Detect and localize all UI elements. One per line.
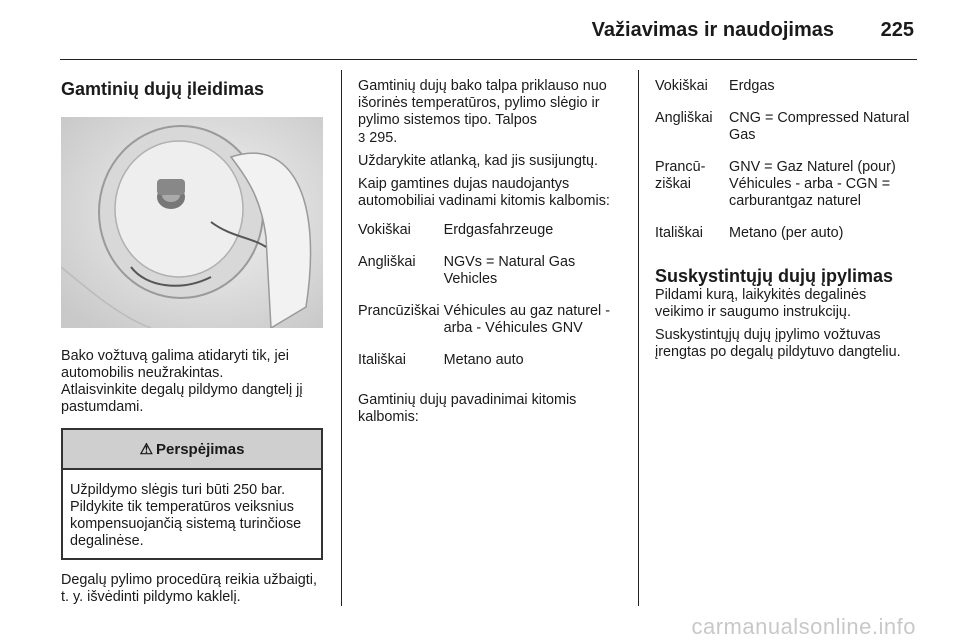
- language-cell: Vokiškai: [358, 222, 411, 238]
- column-2: [358, 78, 620, 432]
- paragraph-tank-capacity: Gamtinių dujų bako talpa priklauso nuo išorinės temperatūros, pylimo slėgio ir pylimo sistemos tipo. Talpos 3 295.: [358, 78, 607, 146]
- language-cell: Itališkai: [358, 352, 406, 368]
- name-cell: NGVs = Natural Gas Vehicles: [443, 254, 576, 287]
- name-cell: CNG = Compressed Natural Gas: [729, 110, 910, 143]
- paragraph-lpg-safety: Pildami kurą, laikykitės degalinės veikimo ir saugumo instrukcijų.: [655, 287, 867, 320]
- fuel-filler-illustration: [61, 117, 323, 328]
- language-cell: Prancūziškai: [358, 303, 440, 319]
- language-cell: Angliškai: [655, 110, 713, 126]
- warning-title: Perspėjimas: [156, 440, 245, 458]
- name-cell: Véhicules au gaz naturel - arba - Véhicules GNV: [443, 303, 610, 336]
- section-heading-lpg-filling: Suskystintųjų dujų įpylimas: [655, 266, 894, 286]
- paragraph-release-cap: Atlaisvinkite degalų pildymo dangtelį jį pastumdami.: [61, 382, 303, 415]
- page-number: 225: [880, 19, 914, 41]
- name-cell: Metano auto: [443, 352, 524, 368]
- column-divider-1: [341, 70, 342, 606]
- page-header-title: Važiavimas ir naudojimas: [591, 19, 834, 41]
- column-3: [655, 78, 917, 367]
- table-row: [655, 225, 917, 257]
- column-divider-2: [638, 70, 639, 606]
- paragraph-close-flap: Uždarykite atlanką, kad jis susijungtų.: [358, 153, 598, 169]
- watermark: carmanualsonline.info: [691, 614, 916, 639]
- page-reference[interactable]: 295.: [369, 130, 398, 146]
- warning-triangle-icon: ⚠: [139, 440, 154, 458]
- paragraph-vehicle-names-intro: Kaip gamtines dujas naudojantys automobiliai vadinami kitomis kalbomis:: [358, 176, 610, 209]
- language-cell: Angliškai: [358, 254, 416, 270]
- table-row: [358, 303, 620, 352]
- warning-body: Užpildymo slėgis turi būti 250 bar. Pildykite tik temperatūros veiksnius kompensuojančią sistemą turinčiose degalinėse.: [70, 482, 302, 549]
- fuel-filler-photo: [61, 117, 323, 328]
- warning-header: [63, 430, 321, 470]
- section-heading-cng-filling: Gamtinių dujų įleidimas: [61, 79, 265, 99]
- language-cell: Vokiškai: [655, 78, 708, 94]
- gas-names-table: [655, 78, 917, 257]
- name-cell: Erdgasfahrzeuge: [443, 222, 554, 238]
- vehicle-names-table: [358, 222, 620, 384]
- paragraph-finish-filling: Degalų pylimo procedūrą reikia užbaigti, t. y. išvėdinti pildymo kaklelį.: [61, 572, 317, 605]
- table-row: [358, 222, 620, 254]
- name-cell: Metano (per auto): [729, 225, 844, 241]
- header-rule: [60, 59, 917, 60]
- column-1: [61, 70, 323, 612]
- paragraph-lpg-valve-location: Suskystintųjų dujų įpylimo vožtuvas įrengtas po degalų pildytuvo dangteliu.: [655, 327, 901, 360]
- name-cell: Erdgas: [729, 78, 775, 94]
- paragraph-valve-open: Bako vožtuvą galima atidaryti tik, jei automobilis neužrakintas.: [61, 348, 289, 381]
- table-row: [655, 78, 917, 110]
- language-cell: Itališkai: [655, 225, 703, 241]
- language-cell: Prancū-ziškai: [655, 159, 706, 192]
- warning-box: [61, 428, 323, 560]
- name-cell: GNV = Gaz Naturel (pour) Véhicules - arba - CGN = carburantgaz naturel: [729, 159, 896, 209]
- table-row: [655, 159, 917, 225]
- table-row: [655, 110, 917, 159]
- paragraph-gas-names-intro: Gamtinių dujų pavadinimai kitomis kalbomis:: [358, 392, 577, 425]
- page-reference-icon: 3: [358, 130, 366, 145]
- table-row: [358, 254, 620, 303]
- table-row: [358, 352, 620, 384]
